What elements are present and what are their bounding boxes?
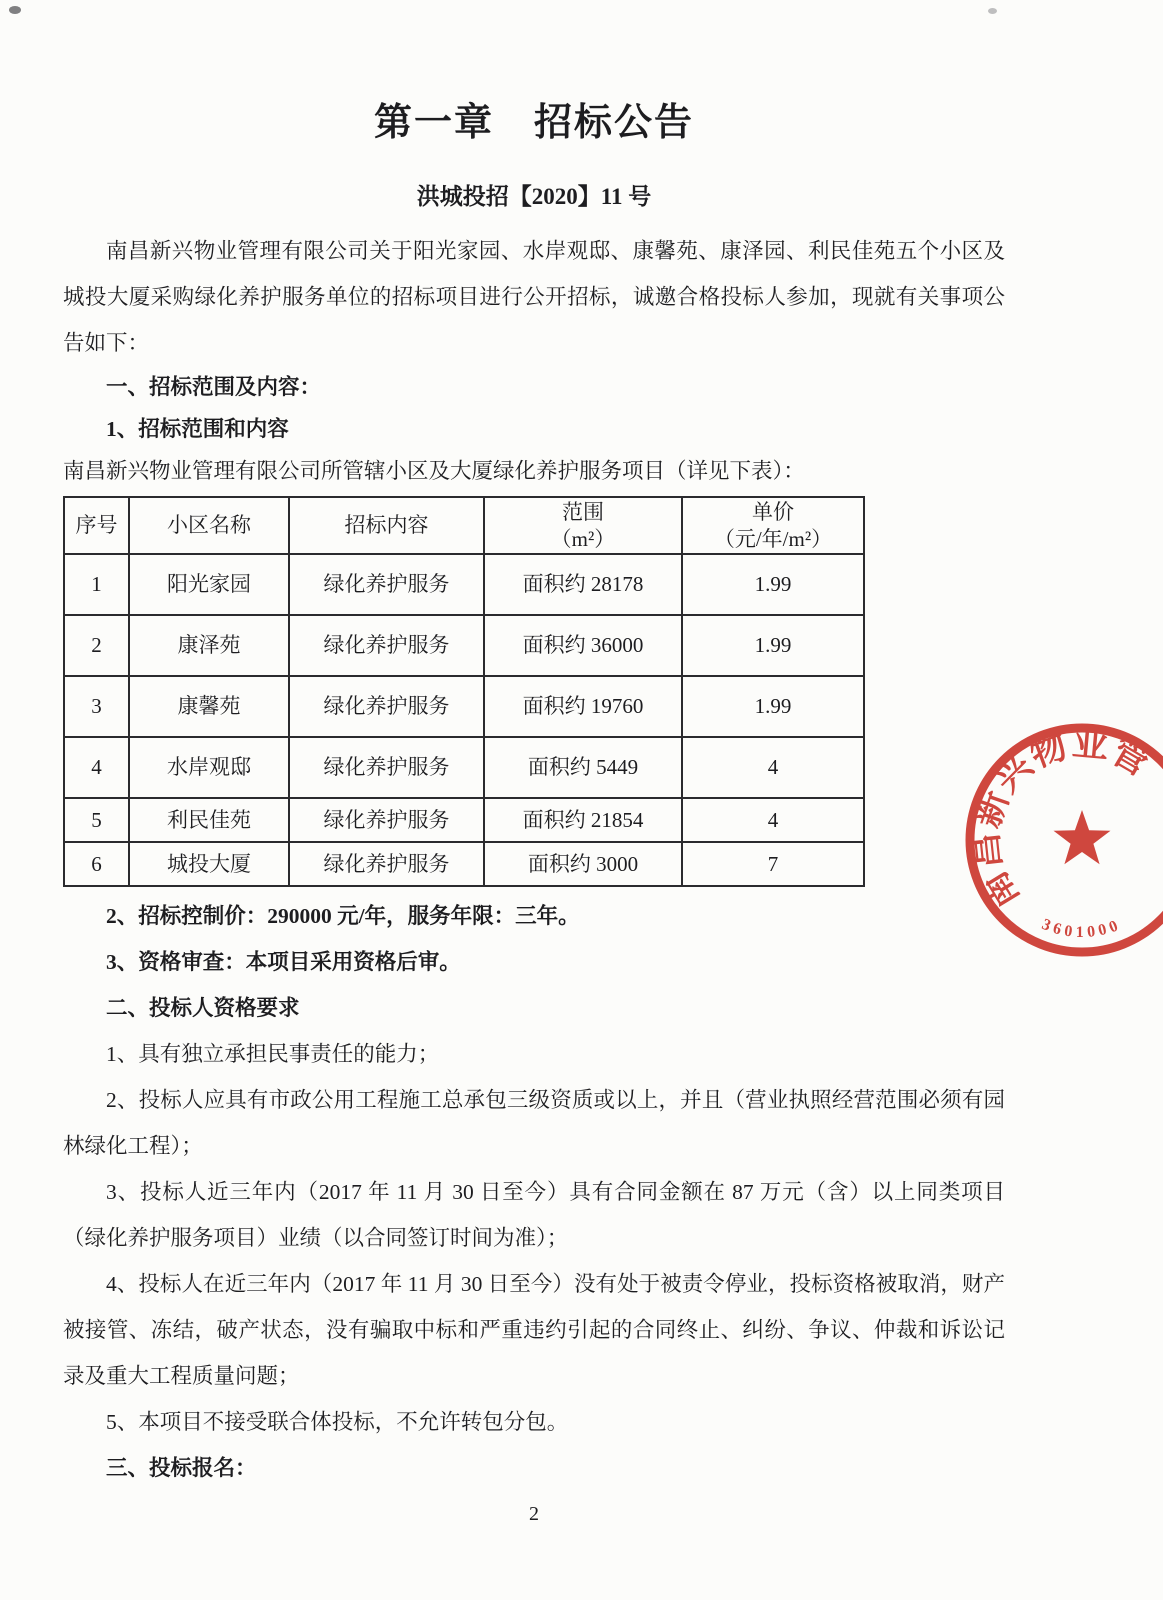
- header-cell-content: 招标内容: [289, 497, 484, 554]
- company-seal: [932, 690, 1163, 990]
- cell-index: 3: [64, 676, 129, 737]
- cell-price: 1.99: [682, 554, 864, 615]
- cell-index: 4: [64, 737, 129, 798]
- cell-price: 1.99: [682, 676, 864, 737]
- cell-community: 水岸观邸: [129, 737, 289, 798]
- cell-scope: 面积约 19760: [484, 676, 682, 737]
- cell-scope: 面积约 5449: [484, 737, 682, 798]
- requirement-item: 5、本项目不接受联合体投标，不允许转包分包。: [106, 1410, 569, 1434]
- cell-scope: 面积约 36000: [484, 615, 682, 676]
- header-cell-scope: 范围 （m²）: [484, 497, 682, 554]
- requirement-item: 3、投标人近三年内（2017 年 11 月 30 日至今）具有合同金额在 87 万元（含）以上同类项目（绿化养护服务项目）业绩（以合同签订时间为准）；: [63, 1180, 1005, 1250]
- scan-artifact: [9, 6, 21, 14]
- section-three-heading: 三、投标报名：: [106, 1456, 257, 1480]
- cell-index: 2: [64, 615, 129, 676]
- table-header-row: [64, 497, 864, 554]
- table-row: [64, 676, 864, 737]
- subsection-heading: 1、招标范围和内容: [106, 417, 289, 441]
- table-row: [64, 737, 864, 798]
- seal-number: 3601000: [1039, 915, 1124, 942]
- seal-arc-text: 南昌新兴物业管: [964, 722, 1157, 917]
- cell-community: 阳光家园: [129, 554, 289, 615]
- page-number: 2: [529, 1503, 539, 1525]
- table-row: [64, 798, 864, 842]
- qualification-review-item: 3、资格审查：本项目采用资格后审。: [106, 950, 461, 974]
- header-cell-community: 小区名称: [129, 497, 289, 554]
- requirement-item: 1、具有独立承担民事责任的能力；: [106, 1042, 440, 1066]
- cell-index: 1: [64, 554, 129, 615]
- seal-star-icon: [1054, 810, 1111, 864]
- cell-content: 绿化养护服务: [289, 798, 484, 842]
- cell-content: 绿化养护服务: [289, 737, 484, 798]
- cell-community: 康泽苑: [129, 615, 289, 676]
- cell-scope: 面积约 21854: [484, 798, 682, 842]
- cell-index: 6: [64, 842, 129, 886]
- requirement-item: 2、投标人应具有市政公用工程施工总承包三级资质或以上，并且（营业执照经营范围必须有园林绿化工程）；: [63, 1088, 1005, 1158]
- header-cell-price: 单价 （元/年/m²）: [682, 497, 864, 554]
- chapter-title: 第一章 招标公告: [373, 102, 694, 144]
- cell-price: 4: [682, 737, 864, 798]
- document-number: 洪城投招【2020】11 号: [416, 184, 652, 209]
- projects-table: [63, 496, 865, 887]
- cell-community: 城投大厦: [129, 842, 289, 886]
- cell-index: 5: [64, 798, 129, 842]
- table-row: [64, 554, 864, 615]
- cell-content: 绿化养护服务: [289, 554, 484, 615]
- cell-content: 绿化养护服务: [289, 676, 484, 737]
- requirement-item: 4、投标人在近三年内（2017 年 11 月 30 日至今）没有处于被责令停业，投标资格被取消，财产被接管、冻结，破产状态，没有骗取中标和严重违约引起的合同终止、纠纷、争议、仲裁和诉讼记录及重大工程质量问题；: [63, 1272, 1005, 1388]
- cell-community: 康馨苑: [129, 676, 289, 737]
- cell-community: 利民佳苑: [129, 798, 289, 842]
- header-cell-index: 序号: [64, 497, 129, 554]
- cell-scope: 面积约 28178: [484, 554, 682, 615]
- cell-price: 7: [682, 842, 864, 886]
- intro-paragraph: 南昌新兴物业管理有限公司关于阳光家园、水岸观邸、康馨苑、康泽园、利民佳苑五个小区及城投大厦采购绿化养护服务单位的招标项目进行公开招标，诚邀合格投标人参加，现就有关事项公告如下：: [63, 239, 1005, 355]
- section-two-heading: 二、投标人资格要求: [106, 996, 300, 1020]
- cell-content: 绿化养护服务: [289, 842, 484, 886]
- cell-content: 绿化养护服务: [289, 615, 484, 676]
- control-price-item: 2、招标控制价：290000 元/年，服务年限：三年。: [106, 904, 580, 928]
- cell-scope: 面积约 3000: [484, 842, 682, 886]
- table-row: [64, 842, 864, 886]
- cell-price: 4: [682, 798, 864, 842]
- table-intro: 南昌新兴物业管理有限公司所管辖小区及大厦绿化养护服务项目（详见下表）：: [63, 459, 805, 483]
- table-row: [64, 615, 864, 676]
- document-content: [63, 0, 1005, 1526]
- section-one-heading: 一、招标范围及内容：: [106, 375, 322, 399]
- cell-price: 1.99: [682, 615, 864, 676]
